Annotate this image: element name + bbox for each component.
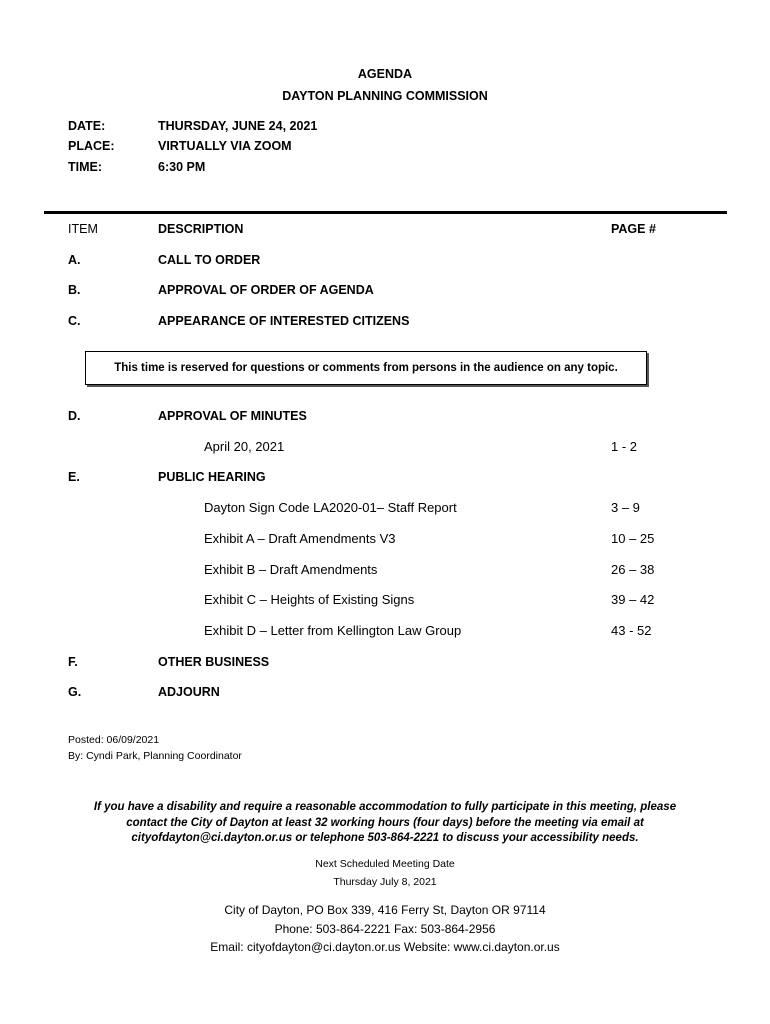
item-letter: G. <box>68 685 82 699</box>
accessibility-line-1: If you have a disability and require a reasonable accommodation to fully participate in this meeting, please <box>93 801 677 813</box>
accessibility-line-3: cityofdayton@ci.dayton.or.us or telephone 503-864-2221 to discuss your accessibility needs. <box>131 832 639 844</box>
footer-address: City of Dayton, PO Box 339, 416 Ferry St, Dayton OR 97114 <box>224 903 546 917</box>
audience-notice-box <box>85 351 647 385</box>
column-description: DESCRIPTION <box>158 222 244 236</box>
posted-by: By: Cyndi Park, Planning Coordinator <box>68 750 242 762</box>
hearing-pages: 3 – 9 <box>611 500 640 515</box>
section-divider <box>44 211 727 214</box>
hearing-entry: Exhibit B – Draft Amendments <box>204 562 378 577</box>
next-meeting-label: Next Scheduled Meeting Date <box>315 858 455 870</box>
hearing-entry: Dayton Sign Code LA2020-01– Staff Report <box>204 500 457 515</box>
item-title: APPROVAL OF ORDER OF AGENDA <box>158 283 374 297</box>
hearing-pages: 10 – 25 <box>611 531 655 546</box>
hearing-entry: Exhibit C – Heights of Existing Signs <box>204 592 415 607</box>
hearing-pages: 26 – 38 <box>611 562 655 577</box>
item-letter: C. <box>68 314 81 328</box>
footer-phone: Phone: 503-864-2221 Fax: 503-864-2956 <box>274 922 496 936</box>
footer-email: Email: cityofdayton@ci.dayton.or.us Website: www.ci.dayton.or.us <box>210 940 560 954</box>
item-title: CALL TO ORDER <box>158 253 261 267</box>
date-label: DATE: <box>68 119 106 133</box>
hearing-pages: 43 - 52 <box>611 623 652 638</box>
agenda-title: AGENDA <box>357 67 413 81</box>
item-title: PUBLIC HEARING <box>158 470 266 484</box>
accessibility-line-2: contact the City of Dayton at least 32 working hours (four days) before the meeting via email at <box>126 817 644 829</box>
hearing-entry: Exhibit A – Draft Amendments V3 <box>204 531 396 546</box>
item-letter: F. <box>68 655 78 669</box>
place-label: PLACE: <box>68 139 115 153</box>
posted-date: Posted: 06/09/2021 <box>68 734 160 746</box>
hearing-entry: Exhibit D – Letter from Kellington Law Group <box>204 623 462 638</box>
item-letter: E. <box>68 470 80 484</box>
item-title: OTHER BUSINESS <box>158 655 270 669</box>
minutes-pages: 1 - 2 <box>611 439 638 454</box>
item-letter: B. <box>68 283 81 297</box>
column-page: PAGE # <box>611 222 656 236</box>
hearing-pages: 39 – 42 <box>611 592 655 607</box>
item-letter: D. <box>68 409 81 423</box>
commission-title: DAYTON PLANNING COMMISSION <box>282 89 488 103</box>
place-value: VIRTUALLY VIA ZOOM <box>158 139 292 153</box>
date-value: THURSDAY, JUNE 24, 2021 <box>158 119 318 133</box>
minutes-entry: April 20, 2021 <box>204 439 285 454</box>
next-meeting-date: Thursday July 8, 2021 <box>333 876 437 888</box>
item-title: APPEARANCE OF INTERESTED CITIZENS <box>158 314 410 328</box>
time-value: 6:30 PM <box>158 160 206 174</box>
column-item: ITEM <box>68 222 98 236</box>
time-label: TIME: <box>68 160 103 174</box>
audience-notice-text: This time is reserved for questions or comments from persons in the audience on any topic. <box>114 362 618 374</box>
item-letter: A. <box>68 253 81 267</box>
item-title: ADJOURN <box>158 685 220 699</box>
item-title: APPROVAL OF MINUTES <box>158 409 307 423</box>
